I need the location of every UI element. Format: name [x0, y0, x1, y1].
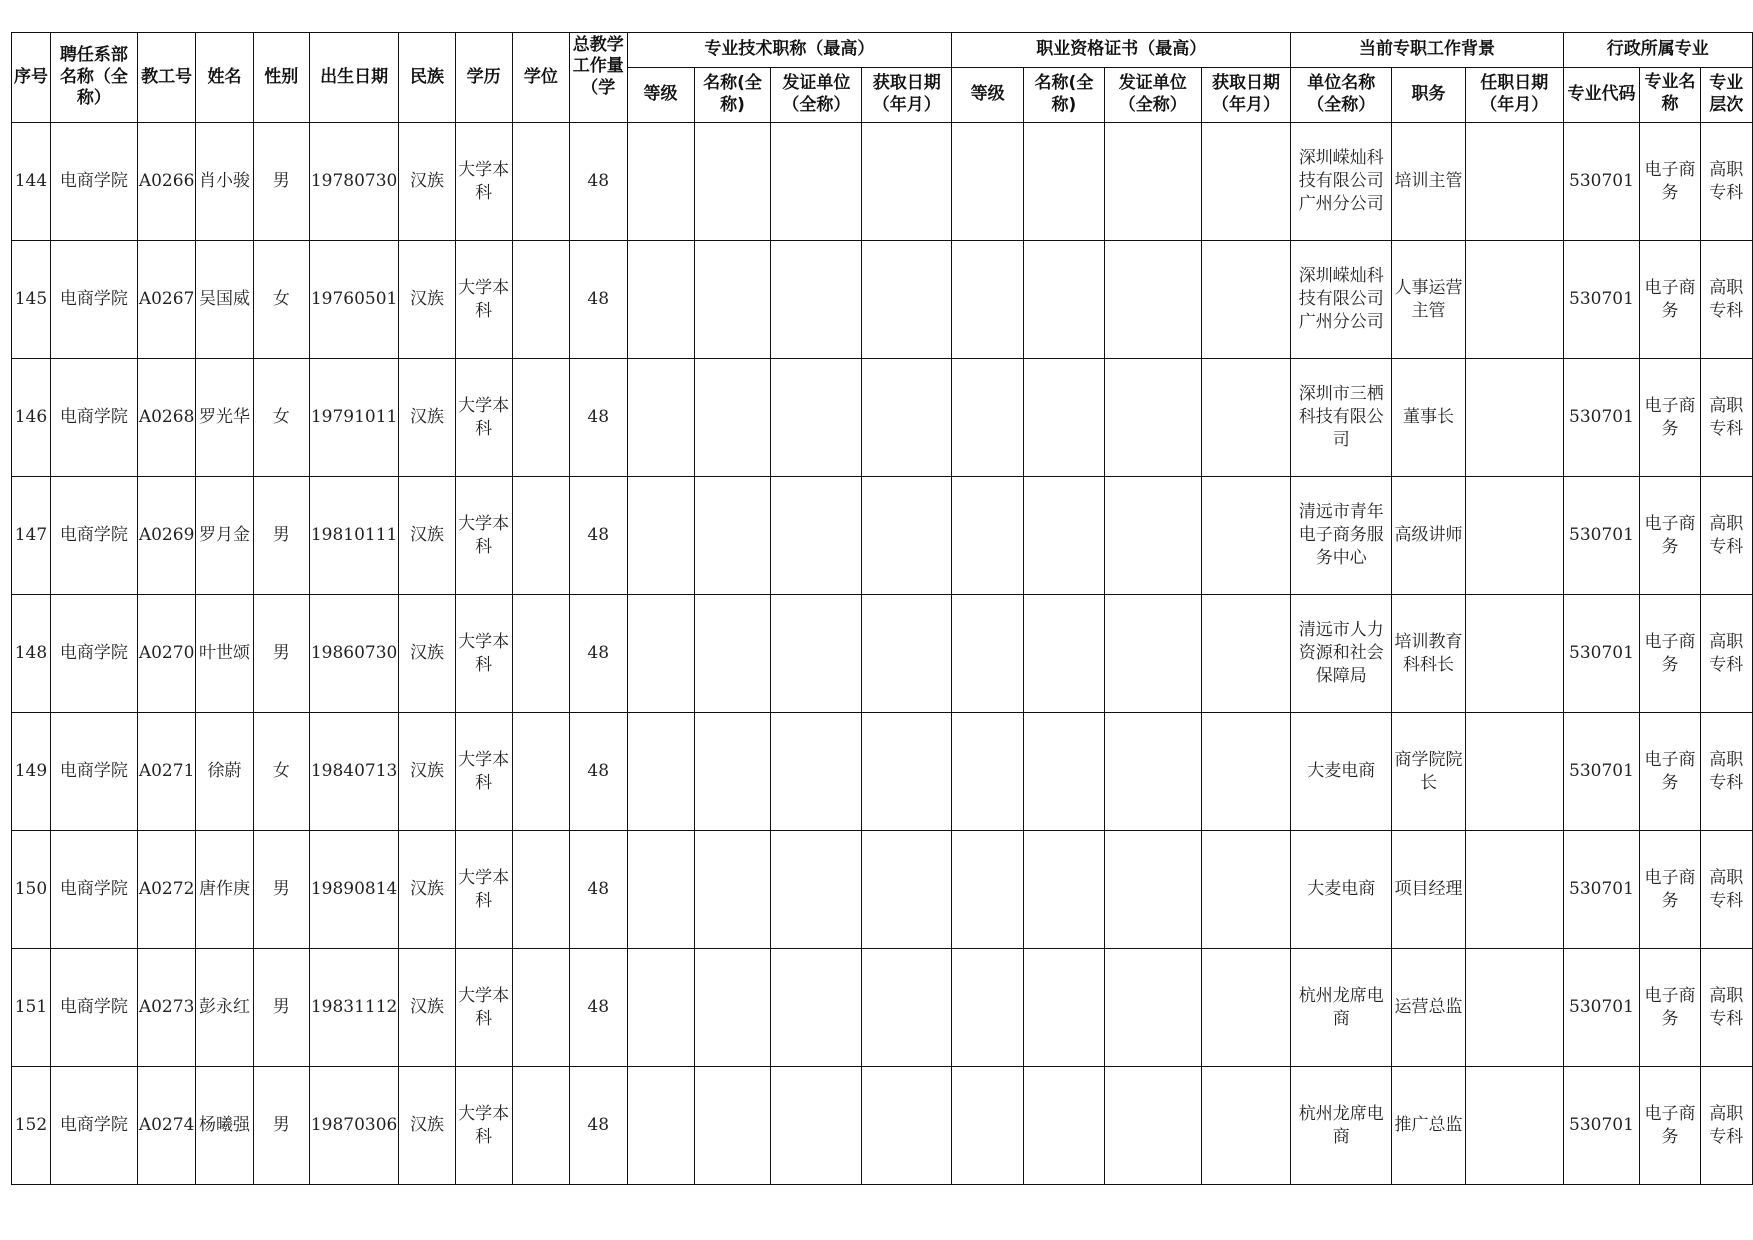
cell-major-level: 高职专科: [1700, 123, 1752, 241]
header-title-obtained: 获取日期（年月）: [862, 68, 952, 123]
cell-name: 肖小骏: [196, 123, 253, 241]
cell-workload: 48: [569, 713, 627, 831]
cell-major-code: 530701: [1563, 595, 1640, 713]
cell-cert-issuer: [1104, 949, 1201, 1067]
cell-cert-name: [1024, 241, 1105, 359]
cell-title-issuer: [771, 1067, 862, 1185]
cell-degree: [512, 831, 569, 949]
cell-title-name: [694, 595, 771, 713]
cell-gender: 男: [253, 831, 309, 949]
cell-major-name: 电子商务: [1640, 241, 1700, 359]
cell-degree: [512, 477, 569, 595]
cell-title-obtained: [862, 123, 952, 241]
header-major-name: [1640, 68, 1700, 123]
header-group-tech-title: 专业技术职称（最高）: [627, 33, 952, 68]
cell-cert-level: [952, 123, 1024, 241]
cell-title-level: [627, 1067, 694, 1185]
cell-major-code: 530701: [1563, 359, 1640, 477]
cell-cert-obtained: [1201, 359, 1291, 477]
cell-title-name: [694, 241, 771, 359]
cell-seq: 152: [12, 1067, 51, 1185]
cell-title-issuer: [771, 123, 862, 241]
header-cert-level: 等级: [952, 68, 1024, 123]
cell-dept: 电商学院: [50, 241, 137, 359]
cell-seq: 148: [12, 595, 51, 713]
cell-cert-level: [952, 1067, 1024, 1185]
cell-cert-issuer: [1104, 359, 1201, 477]
cell-org-name: 杭州龙席电商: [1291, 1067, 1392, 1185]
cell-cert-name: [1024, 359, 1105, 477]
cell-position: 培训主管: [1392, 123, 1466, 241]
cell-gender: 女: [253, 359, 309, 477]
cell-workload: 48: [569, 831, 627, 949]
cell-name: 叶世颂: [196, 595, 253, 713]
header-emp-no: 教工号: [137, 33, 196, 123]
cell-title-name: [694, 713, 771, 831]
cell-major-name: 电子商务: [1640, 123, 1700, 241]
cell-title-level: [627, 123, 694, 241]
cell-major-level: 高职专科: [1700, 949, 1752, 1067]
header-hired: 任职日期（年月）: [1465, 68, 1563, 123]
header-dept: 聘任系部名称（全称）: [50, 33, 137, 123]
table-row: [12, 477, 1753, 595]
cell-workload: 48: [569, 359, 627, 477]
cell-workload: 48: [569, 595, 627, 713]
cell-emp-no: A0272: [137, 831, 196, 949]
cell-title-obtained: [862, 949, 952, 1067]
cell-cert-name: [1024, 949, 1105, 1067]
cell-major-name: 电子商务: [1640, 477, 1700, 595]
cell-name: 罗光华: [196, 359, 253, 477]
cell-birth: 19780730: [309, 123, 399, 241]
cell-title-level: [627, 831, 694, 949]
cell-title-name: [694, 359, 771, 477]
cell-title-level: [627, 713, 694, 831]
cell-gender: 男: [253, 949, 309, 1067]
header-degree: 学位: [512, 33, 569, 123]
cell-title-issuer: [771, 477, 862, 595]
cell-cert-name: [1024, 713, 1105, 831]
header-major-code: 专业代码: [1563, 68, 1640, 123]
cell-cert-issuer: [1104, 831, 1201, 949]
cell-cert-level: [952, 477, 1024, 595]
cell-workload: 48: [569, 477, 627, 595]
cell-degree: [512, 359, 569, 477]
cell-education: 大学本科: [455, 713, 512, 831]
cell-cert-obtained: [1201, 123, 1291, 241]
cell-emp-no: A0270: [137, 595, 196, 713]
cell-title-issuer: [771, 595, 862, 713]
cell-cert-obtained: [1201, 477, 1291, 595]
header-cert-obtained: 获取日期（年月）: [1201, 68, 1291, 123]
cell-name: 杨曦强: [196, 1067, 253, 1185]
cell-org-name: 深圳嵘灿科技有限公司广州分公司: [1291, 123, 1392, 241]
cell-major-name: 电子商务: [1640, 949, 1700, 1067]
table-row: [12, 359, 1753, 477]
header-ethnicity: 民族: [399, 33, 455, 123]
cell-title-obtained: [862, 831, 952, 949]
cell-hired: [1465, 1067, 1563, 1185]
table-body: [12, 123, 1753, 1185]
cell-education: 大学本科: [455, 123, 512, 241]
cell-birth: 19831112: [309, 949, 399, 1067]
cell-major-code: 530701: [1563, 477, 1640, 595]
cell-major-name: 电子商务: [1640, 1067, 1700, 1185]
cell-major-level: 高职专科: [1700, 595, 1752, 713]
cell-ethnicity: 汉族: [399, 1067, 455, 1185]
cell-ethnicity: 汉族: [399, 713, 455, 831]
cell-cert-level: [952, 241, 1024, 359]
cell-birth: 19870306: [309, 1067, 399, 1185]
cell-major-name: 电子商务: [1640, 359, 1700, 477]
cell-hired: [1465, 949, 1563, 1067]
cell-major-level: 高职专科: [1700, 713, 1752, 831]
cell-name: 徐蔚: [196, 713, 253, 831]
cell-ethnicity: 汉族: [399, 949, 455, 1067]
cell-cert-name: [1024, 123, 1105, 241]
cell-position: 培训教育科科长: [1392, 595, 1466, 713]
cell-cert-name: [1024, 595, 1105, 713]
cell-position: 董事长: [1392, 359, 1466, 477]
cell-seq: 150: [12, 831, 51, 949]
header-position: 职务: [1392, 68, 1466, 123]
cell-cert-issuer: [1104, 595, 1201, 713]
cell-name: 罗月金: [196, 477, 253, 595]
cell-hired: [1465, 477, 1563, 595]
cell-major-level: 高职专科: [1700, 359, 1752, 477]
cell-cert-obtained: [1201, 713, 1291, 831]
cell-major-code: 530701: [1563, 241, 1640, 359]
cell-emp-no: A0267: [137, 241, 196, 359]
header-major-level: 专业层次: [1700, 68, 1752, 123]
cell-major-name: 电子商务: [1640, 713, 1700, 831]
cell-major-code: 530701: [1563, 1067, 1640, 1185]
cell-emp-no: A0273: [137, 949, 196, 1067]
cell-seq: 146: [12, 359, 51, 477]
cell-birth: 19791011: [309, 359, 399, 477]
cell-title-name: [694, 949, 771, 1067]
cell-major-code: 530701: [1563, 123, 1640, 241]
cell-seq: 147: [12, 477, 51, 595]
cell-org-name: 深圳嵘灿科技有限公司广州分公司: [1291, 241, 1392, 359]
cell-ethnicity: 汉族: [399, 359, 455, 477]
cell-org-name: 清远市人力资源和社会保障局: [1291, 595, 1392, 713]
cell-degree: [512, 713, 569, 831]
cell-ethnicity: 汉族: [399, 831, 455, 949]
cell-seq: 144: [12, 123, 51, 241]
table-row: [12, 241, 1753, 359]
header-group-job: 当前专职工作背景: [1291, 33, 1563, 68]
cell-gender: 女: [253, 713, 309, 831]
cell-title-name: [694, 123, 771, 241]
cell-seq: 145: [12, 241, 51, 359]
cell-dept: 电商学院: [50, 1067, 137, 1185]
cell-hired: [1465, 123, 1563, 241]
cell-cert-obtained: [1201, 241, 1291, 359]
cell-major-name: 电子商务: [1640, 831, 1700, 949]
header-education: 学历: [455, 33, 512, 123]
cell-ethnicity: 汉族: [399, 595, 455, 713]
cell-cert-level: [952, 359, 1024, 477]
cell-emp-no: A0266: [137, 123, 196, 241]
cell-education: 大学本科: [455, 1067, 512, 1185]
cell-gender: 男: [253, 1067, 309, 1185]
cell-gender: 女: [253, 241, 309, 359]
cell-cert-issuer: [1104, 477, 1201, 595]
cell-workload: 48: [569, 123, 627, 241]
cell-title-issuer: [771, 949, 862, 1067]
cell-education: 大学本科: [455, 949, 512, 1067]
cell-cert-name: [1024, 1067, 1105, 1185]
cell-dept: 电商学院: [50, 359, 137, 477]
cell-ethnicity: 汉族: [399, 123, 455, 241]
cell-gender: 男: [253, 595, 309, 713]
cell-title-obtained: [862, 241, 952, 359]
cell-emp-no: A0269: [137, 477, 196, 595]
cell-org-name: 大麦电商: [1291, 831, 1392, 949]
cell-major-level: 高职专科: [1700, 241, 1752, 359]
cell-title-level: [627, 359, 694, 477]
cell-title-name: [694, 831, 771, 949]
cell-workload: 48: [569, 1067, 627, 1185]
cell-title-level: [627, 595, 694, 713]
table-row: [12, 595, 1753, 713]
cell-title-issuer: [771, 359, 862, 477]
cell-name: 吴国威: [196, 241, 253, 359]
cell-name: 彭永红: [196, 949, 253, 1067]
cell-major-name: 电子商务: [1640, 595, 1700, 713]
cell-title-obtained: [862, 1067, 952, 1185]
cell-position: 项目经理: [1392, 831, 1466, 949]
cell-degree: [512, 241, 569, 359]
cell-position: 商学院院长: [1392, 713, 1466, 831]
cell-dept: 电商学院: [50, 477, 137, 595]
cell-title-issuer: [771, 241, 862, 359]
header-group-major: 行政所属专业: [1563, 33, 1752, 68]
cell-emp-no: A0274: [137, 1067, 196, 1185]
cell-position: 高级讲师: [1392, 477, 1466, 595]
cell-cert-level: [952, 713, 1024, 831]
cell-birth: 19890814: [309, 831, 399, 949]
cell-birth: 19760501: [309, 241, 399, 359]
cell-cert-issuer: [1104, 713, 1201, 831]
table-row: [12, 1067, 1753, 1185]
header-cert-name: 名称(全称): [1024, 68, 1105, 123]
cell-education: 大学本科: [455, 595, 512, 713]
cell-org-name: 大麦电商: [1291, 713, 1392, 831]
cell-cert-name: [1024, 831, 1105, 949]
cell-dept: 电商学院: [50, 123, 137, 241]
cell-major-level: 高职专科: [1700, 1067, 1752, 1185]
cell-cert-obtained: [1201, 595, 1291, 713]
header-seq: 序号: [12, 33, 51, 123]
cell-title-issuer: [771, 831, 862, 949]
cell-major-level: 高职专科: [1700, 477, 1752, 595]
cell-major-code: 530701: [1563, 831, 1640, 949]
header-workload-text: 总教学工作量（学: [572, 34, 624, 98]
cell-title-obtained: [862, 477, 952, 595]
cell-major-level: 高职专科: [1700, 831, 1752, 949]
cell-name: 唐作庚: [196, 831, 253, 949]
cell-position: 人事运营主管: [1392, 241, 1466, 359]
cell-title-name: [694, 1067, 771, 1185]
cell-title-obtained: [862, 713, 952, 831]
header-group-cert: 职业资格证书（最高）: [952, 33, 1291, 68]
cell-cert-level: [952, 595, 1024, 713]
cell-education: 大学本科: [455, 477, 512, 595]
table-row: [12, 831, 1753, 949]
cell-position: 运营总监: [1392, 949, 1466, 1067]
cell-cert-level: [952, 949, 1024, 1067]
cell-dept: 电商学院: [50, 949, 137, 1067]
cell-workload: 48: [569, 949, 627, 1067]
cell-degree: [512, 595, 569, 713]
table-header: [12, 33, 1753, 123]
cell-degree: [512, 123, 569, 241]
cell-org-name: 深圳市三栖科技有限公司: [1291, 359, 1392, 477]
header-workload: [569, 33, 627, 123]
cell-hired: [1465, 595, 1563, 713]
cell-birth: 19860730: [309, 595, 399, 713]
table-row: [12, 713, 1753, 831]
cell-org-name: 杭州龙席电商: [1291, 949, 1392, 1067]
cell-cert-issuer: [1104, 241, 1201, 359]
cell-cert-issuer: [1104, 123, 1201, 241]
cell-position: 推广总监: [1392, 1067, 1466, 1185]
cell-title-level: [627, 477, 694, 595]
cell-dept: 电商学院: [50, 713, 137, 831]
header-name: 姓名: [196, 33, 253, 123]
cell-hired: [1465, 713, 1563, 831]
cell-seq: 151: [12, 949, 51, 1067]
cell-birth: 19810111: [309, 477, 399, 595]
cell-education: 大学本科: [455, 241, 512, 359]
cell-hired: [1465, 241, 1563, 359]
cell-title-obtained: [862, 595, 952, 713]
cell-major-code: 530701: [1563, 713, 1640, 831]
cell-org-name: 清远市青年电子商务服务中心: [1291, 477, 1392, 595]
header-org-name: 单位名称（全称）: [1291, 68, 1392, 123]
cell-education: 大学本科: [455, 831, 512, 949]
cell-cert-obtained: [1201, 831, 1291, 949]
cell-education: 大学本科: [455, 359, 512, 477]
cell-workload: 48: [569, 241, 627, 359]
table-row: [12, 123, 1753, 241]
cell-birth: 19840713: [309, 713, 399, 831]
cell-cert-level: [952, 831, 1024, 949]
table-row: [12, 949, 1753, 1067]
header-title-issuer: 发证单位（全称）: [771, 68, 862, 123]
cell-title-level: [627, 949, 694, 1067]
cell-major-code: 530701: [1563, 949, 1640, 1067]
cell-cert-issuer: [1104, 1067, 1201, 1185]
staff-table: [11, 32, 1753, 1185]
cell-title-obtained: [862, 359, 952, 477]
cell-cert-name: [1024, 477, 1105, 595]
header-cert-issuer: 发证单位（全称）: [1104, 68, 1201, 123]
cell-degree: [512, 949, 569, 1067]
header-title-level: 等级: [627, 68, 694, 123]
cell-title-issuer: [771, 713, 862, 831]
header-title-name: 名称(全称): [694, 68, 771, 123]
cell-cert-obtained: [1201, 1067, 1291, 1185]
cell-hired: [1465, 831, 1563, 949]
cell-ethnicity: 汉族: [399, 477, 455, 595]
header-birth: 出生日期: [309, 33, 399, 123]
cell-hired: [1465, 359, 1563, 477]
cell-seq: 149: [12, 713, 51, 831]
cell-gender: 男: [253, 123, 309, 241]
cell-dept: 电商学院: [50, 595, 137, 713]
cell-title-name: [694, 477, 771, 595]
cell-emp-no: A0271: [137, 713, 196, 831]
cell-gender: 男: [253, 477, 309, 595]
cell-emp-no: A0268: [137, 359, 196, 477]
cell-ethnicity: 汉族: [399, 241, 455, 359]
cell-degree: [512, 1067, 569, 1185]
cell-dept: 电商学院: [50, 831, 137, 949]
header-major-name-text: 专业名称: [1644, 72, 1696, 114]
cell-cert-obtained: [1201, 949, 1291, 1067]
cell-title-level: [627, 241, 694, 359]
header-gender: 性别: [253, 33, 309, 123]
